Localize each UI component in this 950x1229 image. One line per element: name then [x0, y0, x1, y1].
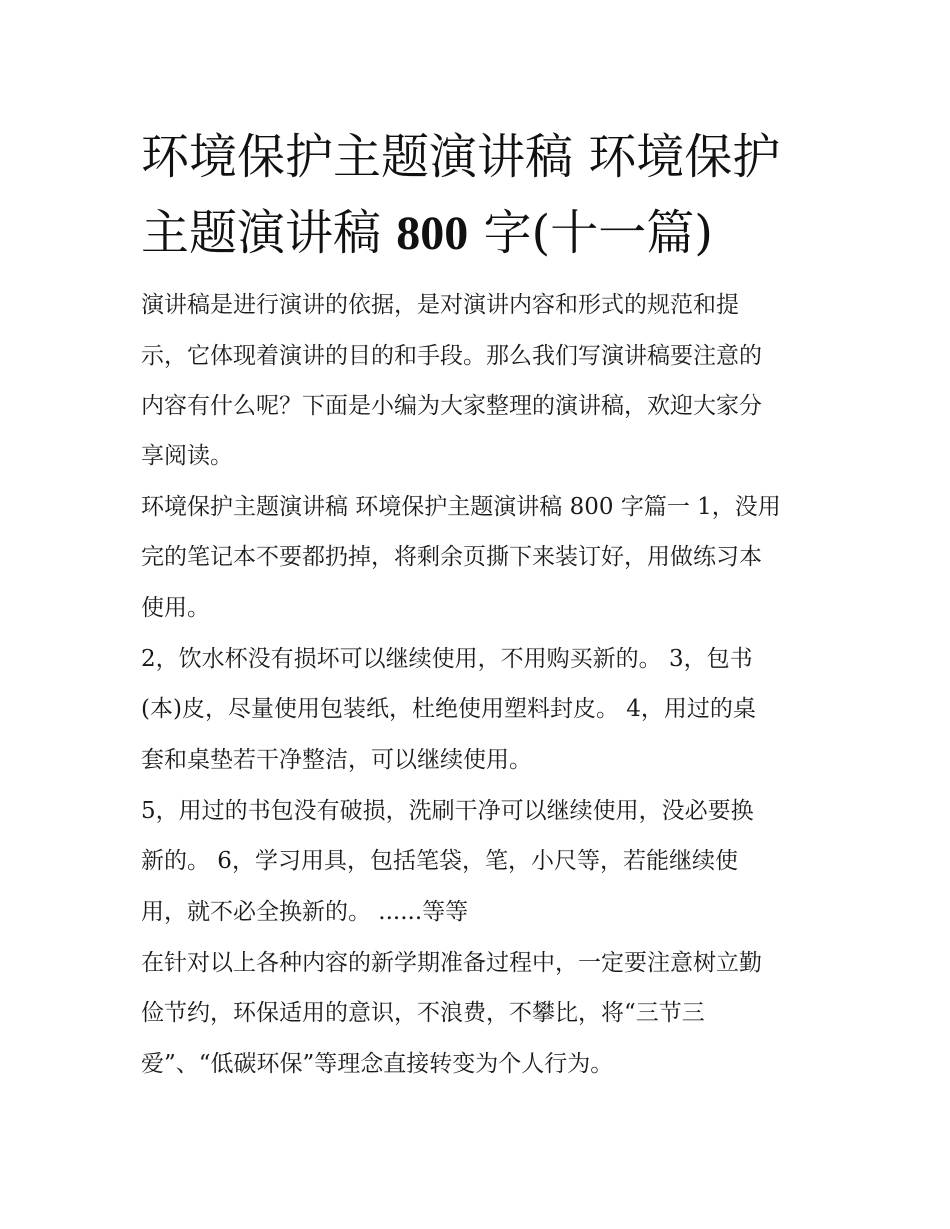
- document-title-line-1: [141, 118, 780, 187]
- paragraph-line: 用，就不必全换新的。 ......等等: [141, 899, 469, 925]
- paragraph-line: 完的笔记本不要都扔掉，将剩余页撕下来装订好，用做练习本: [141, 544, 762, 570]
- title-text: 环境保护主题演讲稿 环境保护: [141, 129, 781, 185]
- paragraph-line: 5，用过的书包没有破损，洗刷干净可以继续使用，没必要换: [141, 798, 754, 824]
- paragraph-line: 在针对以上各种内容的新学期准备过程中，一定要注意树立勤: [141, 950, 762, 976]
- paragraph-line: 套和桌垫若干净整洁，可以继续使用。: [141, 747, 532, 773]
- title-text: 字(十一篇): [483, 205, 714, 261]
- paragraph-line: 享阅读。: [141, 443, 233, 469]
- paragraph-line: 新的。 6，学习用具，包括笔袋，笔，小尺等，若能继续使: [141, 848, 738, 874]
- title-number: 800: [396, 207, 469, 260]
- paragraph-line: 使用。: [141, 595, 210, 621]
- paragraph-line: 环境保护主题演讲稿 环境保护主题演讲稿 800 字篇一 1，没用: [141, 494, 781, 520]
- title-text: 主题演讲稿: [141, 205, 382, 261]
- document-title-line-2: [141, 194, 713, 263]
- paragraph-line: (本)皮，尽量使用包装纸，杜绝使用塑料封皮。 4，用过的桌: [141, 696, 756, 722]
- paragraph-line: 爱”、“低碳环保”等理念直接转变为个人行为。: [141, 1051, 614, 1077]
- paragraph-line: 内容有什么呢？下面是小编为大家整理的演讲稿，欢迎大家分: [141, 393, 762, 419]
- paragraph-line: 演讲稿是进行演讲的依据，是对演讲内容和形式的规范和提: [141, 292, 739, 318]
- paragraph-line: 俭节约，环保适用的意识，不浪费，不攀比，将“三节三: [141, 1000, 705, 1026]
- paragraph-line: 示，它体现着演讲的目的和手段。那么我们写演讲稿要注意的: [141, 343, 762, 369]
- paragraph-line: 2，饮水杯没有损坏可以继续使用，不用购买新的。 3，包书: [141, 646, 753, 672]
